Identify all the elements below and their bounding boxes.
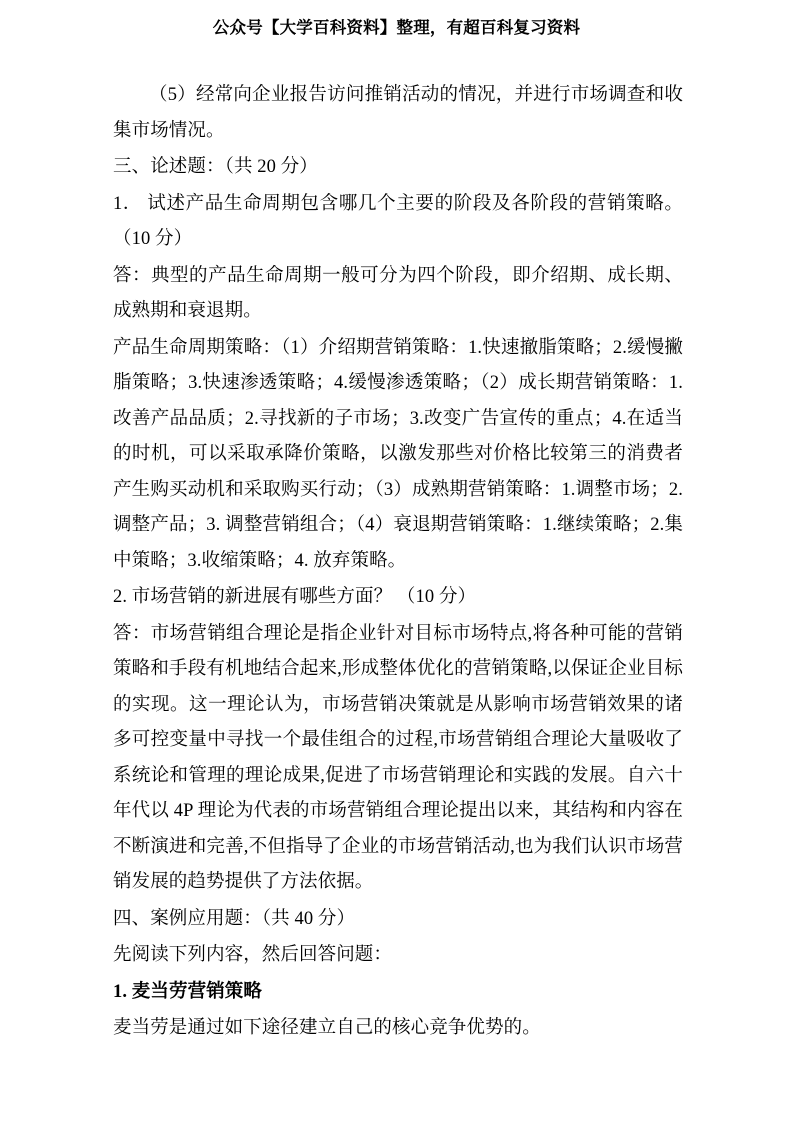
paragraph-answer-1b: 产品生命周期策略：（1）介绍期营销策略：1.快速撤脂策略；2.缓慢撇脂策略；3.快速渗透策略；4.缓慢渗透策略；（2）成长期营销策略：1. 改善产品品质；2.寻找新的子市场；3.改变广告宣传的重点；4.在适当的时机，可以采取承降价策略，以激发那些对价格比较第三的消费者产生购买动机和采取购买行动；（3）成熟期营销策略：1.调整市场；2.调整产品；3. 调整营销组合；（4）衰退期营销策略：1.继续策略；2.集中策略；3.收缩策略；4. 放弃策略。 xyxy=(113,337,683,571)
paragraph-case-title: 1. 麦当劳营销策略 xyxy=(113,981,263,1002)
paragraph-item5: （5）经常向企业报告访问推销活动的情况，并进行市场调查和收集市场情况。 xyxy=(113,85,683,141)
paragraph-answer-1a: 答：典型的产品生命周期一般可分为四个阶段，即介绍期、成长期、成熟期和衰退期。 xyxy=(113,265,683,321)
document-body xyxy=(113,78,683,1048)
paragraph-answer-2: 答：市场营销组合理论是指企业针对目标市场特点,将各种可能的营销策略和手段有机地结合起来,形成整体优化的营销策略,以保证企业目标的实现。这一理论认为，市场营销决策就是从影响市场营销效果的诸多可控变量中寻找一个最佳组合的过程,市场营销组合理论大量吸收了系统论和管理的理论成果,促进了市场营销理论和实践的发展。自六十年代以 4P 理论为代表的市场营销组合理论提出以来，其结构和内容在不断演进和完善,不但指导了企业的市场营销活动,也为我们认识市场营销发展的趋势提供了方法依据。 xyxy=(113,623,683,892)
paragraph-question-1: 1． 试述产品生命周期包含哪几个主要的阶段及各阶段的营销策略。（10 分） xyxy=(113,193,683,249)
paragraph-case-intro: 先阅读下列内容，然后回答问题： xyxy=(113,945,393,965)
paragraph-case-body: 麦当劳是通过如下途径建立自己的核心竞争优势的。 xyxy=(113,1018,541,1038)
paragraph-section4-heading: 四、案例应用题：（共 40 分） xyxy=(113,908,356,929)
watermark-text: 公众号【大学百科资料】整理，有超百科复习资料 xyxy=(212,19,581,37)
paragraph-section3-heading: 三、论述题：（共 20 分） xyxy=(113,157,318,177)
paragraph-question-2: 2. 市场营销的新进展有哪些方面？ （10 分） xyxy=(113,587,477,607)
